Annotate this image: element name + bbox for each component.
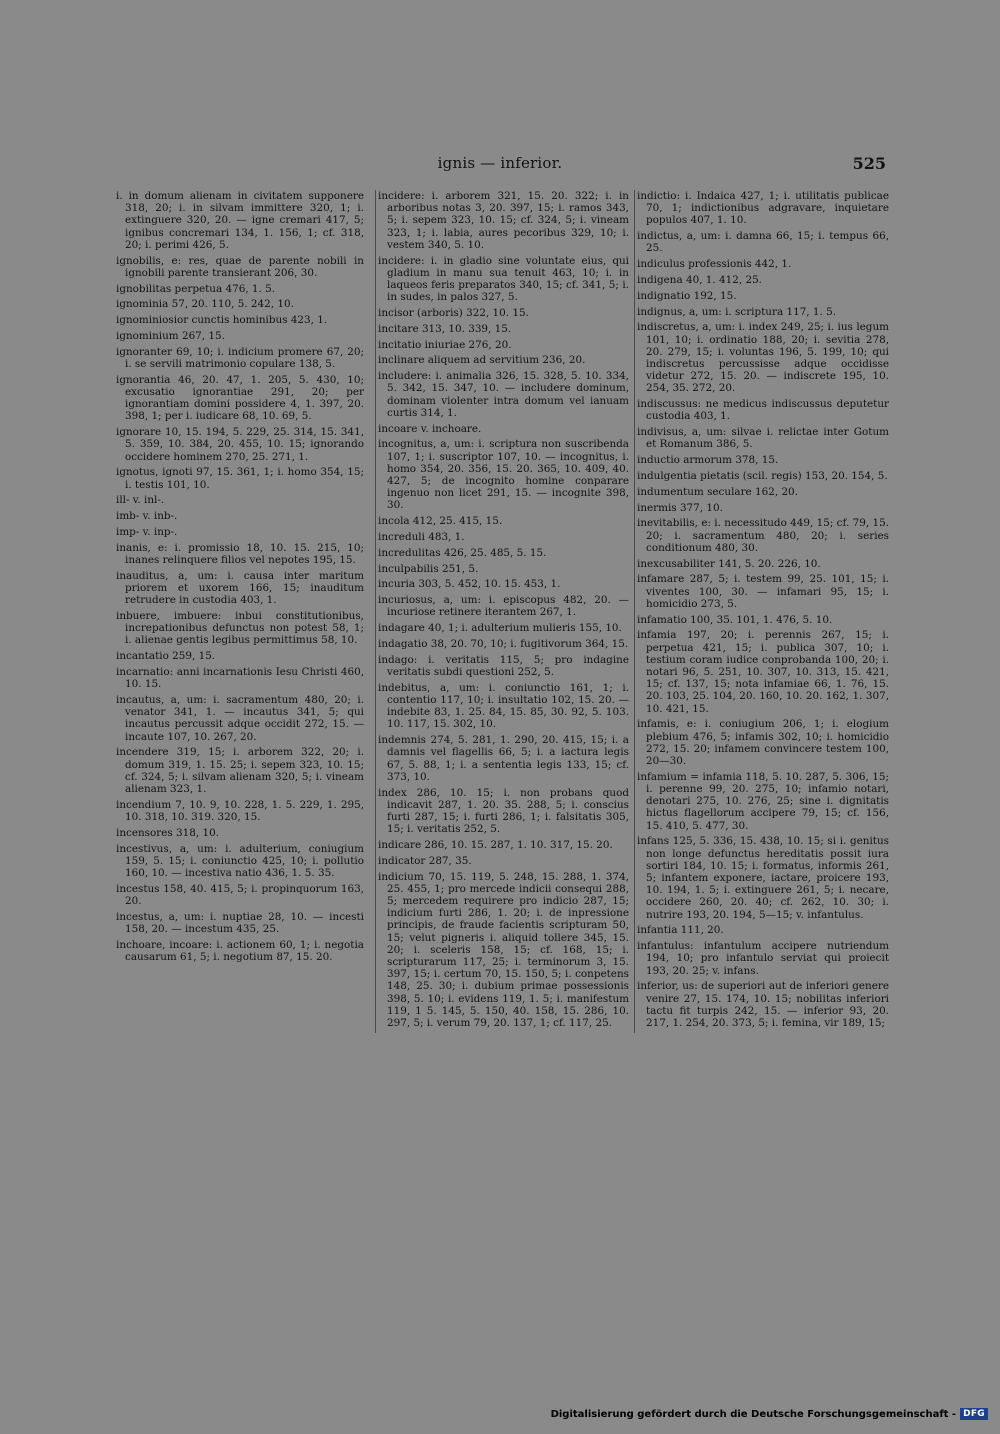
index-entry: indigena 40, 1. 412, 25. [637, 274, 762, 286]
index-entry: incendere 319, 15; i. arborem 322, 20; i. domum 319, 1. 15. 25; i. sepem 323, 10. 15; cf. 324, 5; i. silvam alienam 320, 5; i. vineam alienam 323, 1. [116, 746, 364, 796]
index-entry: indumentum seculare 162, 20. [637, 485, 798, 498]
index-entry: indicium 70, 15. 119, 5. 248, 15. 288, 1. 374, 25. 455, 1; pro mercede indicii consequi 288, 5; mercedem requirere pro indicio 287, 15; indicium furti 286, 1. 20; i. de inpressione principis, de fraude facientis scripturam 50, 15; velut pigneris i. aliquid tollere 345, 15. 20; i. sceleris 158, 15; cf. 168, 15; i. scripturarum 117, 25; i. terminorum 3, 15. 397, 15; i. certum 70, 15. 150, 5; i. conpetens 148, 25. 30; i. dubium primae possessionis 398, 5. 10; i. evidens 119, 1. 5; i. manifestum 119, 1 5. 145, 5. 150, 40. 158, 15. 286, 10. 297, 5; i. verum 79, 20. 137, 1; cf. 117, 25. [378, 870, 629, 1030]
page-number: 525 [852, 154, 886, 173]
index-entry: indagare 40, 1; i. adulterium mulieris 155, 10. [378, 622, 622, 635]
index-entry: indemnis 274, 5. 281, 1. 290, 20. 415, 15; i. a damnis vel flagellis 66, 5; i. a iactura legis 67, 5. 88, 1; i. a sententia legis 133, 15; cf. 373, 10. [378, 734, 629, 783]
index-entry: inermis 377, 10. [637, 501, 723, 514]
index-entry: index 286, 10. 15; i. non probans quod indicavit 287, 1. 20. 35. 288, 5; i. conscius furti 287, 15; i. furti 286, 1; i. falsitatis 305, 15; i. veritatis 252, 5. [378, 786, 629, 836]
dfg-logo: DFG [960, 1408, 988, 1420]
index-entry: infamia 197, 20; i. perennis 267, 15; i. perpetua 421, 15; i. publica 307, 10; i. testium coram iudice conprobanda 100, 20; i. notari 96, 5. 251, 10. 307, 10. 313, 15. 421, 15; cf. 137, 15; nota infamiae 66, 1. 76, 15. 20. 103, 25. 104, 20. 160, 10. 20. 162, 1. 307, 10. 421, 15. [637, 629, 889, 715]
index-entry: ignoranter 69, 10; i. indicium promere 67, 20; i. se servili matrimonio copulare 138, 5. [116, 345, 364, 370]
index-entry: imb- v. inb-. [116, 510, 178, 523]
index-entry: incarnatio: anni incarnationis Iesu Christi 460, 10. 15. [116, 666, 364, 691]
index-entry: incendium 7, 10. 9, 10. 228, 1. 5. 229, 1. 295, 10. 318, 10. 319. 320, 15. [116, 798, 364, 824]
index-entry: indignus, a, um: i. scriptura 117, 1. 5. [637, 305, 837, 318]
index-entry: ignobilis, e: res, quae de parente nobili in ignobili parente transierant 206, 30. [116, 254, 364, 279]
index-entry: incidere: i. in gladio sine voluntate eius, qui gladium in manu sua tenuit 463, 10; i. in laqueos feris preparatos 340, 15; cf. 341, 5; i. in sudes, in palos 327, 5. [378, 254, 629, 304]
index-entry: infamis, e: i. coniugium 206, 1; i. elogium plebium 476, 5; infamis 302, 10; i. homicidio 272, 15. 20; infamem convincere testem 100, 20—30. [637, 718, 889, 768]
index-entry: includere: i. animalia 326, 15. 328, 5. 10. 334, 5. 342, 15. 347, 10. — includere dominum, dominam violenter intra domum vel ianuam curtis 314, 1. [378, 370, 629, 419]
index-entry: indiscretus, a, um: i. index 249, 25; i. ius legum 101, 10; i. ordinatio 188, 20; i. sevitia 278, 20. 279, 15; i. voluntas 196, 5. 199, 10; qui indiscretus percussisse adque occidisse videtur 272, 15. 20. — indiscrete 195, 10. 254, 35. 272, 20. [637, 321, 889, 395]
index-entry: indiscussus: ne medicus indiscussus deputetur custodia 403, 1. [637, 398, 889, 423]
index-entry: infamare 287, 5; i. testem 99, 25. 101, 15; i. viventes 100, 30. — infamari 95, 15; i. homicidio 273, 5. [637, 573, 889, 610]
index-entry: ill- v. inl-. [116, 494, 165, 507]
index-entry: infamium = infamia 118, 5. 10. 287, 5. 306, 15; i. perenne 99, 20. 275, 10; infamio notari, denotari 275, 10. 276, 25; sine i. dignitatis hictus flagellorum accipere 79, 15; cf. 156, 15. 410, 5. 477, 30. [637, 770, 889, 832]
index-entry: incestus 158, 40. 415, 5; i. propinquorum 163, 20. [116, 882, 364, 908]
index-entry: ignominiosior cunctis hominibus 423, 1. [116, 314, 328, 327]
index-entry: inclinare aliquem ad servitium 236, 20. [378, 354, 586, 367]
index-entry: ignominia 57, 20. 110, 5. 242, 10. [116, 298, 294, 311]
index-entry: incantatio 259, 15. [116, 650, 216, 663]
index-entry: incidere: i. arborem 321, 15. 20. 322; i. in arboribus notas 3, 20. 397, 15; i. ramos 343, 5; i. sepem 323, 10. 15; cf. 324, 5; i. vineam 323, 1; i. labia, aures pecoribus 329, 10; i. vestem 340, 5. 10. [378, 190, 629, 251]
index-entry: infantia 111, 20. [637, 924, 724, 937]
index-entry: inanis, e: i. promissio 18, 10. 15. 215, 10; inanes relinquere filios vel nepotes 195, 15. [116, 541, 364, 566]
index-entry: ignotus, ignoti 97, 15. 361, 1; i. homo 354, 15; i. testis 101, 10. [116, 466, 364, 491]
index-entry: indivisus, a, um: silvae i. relictae inter Gotum et Romanum 386, 5. [637, 426, 889, 451]
index-entry: incitatio iniuriae 276, 20. [378, 338, 512, 351]
index-entry: indago: i. veritatis 115, 5; pro indagine veritatis subdi questioni 252, 5. [378, 653, 629, 678]
index-entry: incisor (arboris) 322, 10. 15. [378, 307, 529, 320]
index-entry: indulgentia pietatis (scil. regis) 153, 20. 154, 5. [637, 470, 888, 482]
footer-text: Digitalisierung gefördert durch die Deutsche Forschungsgemeinschaft - [550, 1408, 957, 1420]
index-column-middle [375, 190, 629, 1033]
index-entry: incestus, a, um: i. nuptiae 28, 10. — incesti 158, 20. — incestum 435, 25. [116, 910, 364, 936]
index-entry: indictio: i. Indaica 427, 1; i. utilitatis publicae 70, 1; indictionibus adgravare, inquietare populos 407, 1. 10. [637, 190, 889, 227]
index-entry: indictus, a, um: i. damna 66, 15; i. tempus 66, 25. [637, 230, 889, 255]
index-entry: imp- v. inp-. [116, 526, 178, 538]
index-entry: inevitabilis, e: i. necessitudo 449, 15; cf. 79, 15. 20; i. sacramentum 480, 20; i. series conditionum 480, 30. [637, 517, 889, 554]
index-entry: indignatio 192, 15. [637, 289, 737, 302]
index-entry: inculpabilis 251, 5. [378, 562, 479, 575]
index-entry: inchoare, incoare: i. actionem 60, 1; i. negotia causarum 61, 5; i. negotium 87, 15. 20. [116, 938, 364, 964]
index-entry: indagatio 38, 20. 70, 10; i. fugitivorum 364, 15. [378, 638, 629, 650]
footer-credit [551, 1408, 988, 1420]
index-entry: indebitus, a, um: i. coniunctio 161, 1; i. contentio 117, 10; i. insultatio 102, 15. 20. — indebite 83, 1. 25. 84, 15. 85, 30. 92, 5. 103. 10. 117, 15. 302, 10. [378, 681, 629, 731]
index-entry: incautus, a, um: i. sacramentum 480, 20; i. venator 341, 1. — incautus 341, 5; qui incautus percussit adque occidit 272, 15. — incaute 107, 10. 267, 20. [116, 694, 364, 743]
index-entry: infamatio 100, 35. 101, 1. 476, 5. 10. [637, 613, 833, 626]
index-entry: inferior, us: de superiori aut de inferiori genere venire 27, 15. 174, 10. 15; nobilitas inferiori tactu fit turpis 242, 15. — inferior 93, 20. 217, 1. 254, 20. 373, 5; i. femina, vir 189, 15; [637, 980, 889, 1030]
index-entry: inbuere, imbuere: inbui constitutionibus, increpationibus defunctus non potest 58, 1; i. alienae gentis legibus permittimus 58, 10. [116, 610, 364, 647]
index-entry: incola 412, 25. 415, 15. [378, 515, 503, 528]
index-entry: incognitus, a, um: i. scriptura non suscribenda 107, 1; i. suscriptor 107, 10. — incognitus, i. homo 354, 20. 356, 15. 20. 365, 10. 409, 40. 427, 5; de incognito homine conparare ingenuo non licet 291, 15. — incognite 398, 30. [378, 438, 629, 512]
index-entry: incestivus, a, um: i. adulterium, coniugium 159, 5. 15; i. coniunctio 425, 10; i. pollutio 160, 10. — incestiva natio 436, 1. 5. 35. [116, 842, 364, 880]
index-entry: inexcusabiliter 141, 5. 20. 226, 10. [637, 557, 821, 570]
index-entry: indicare 286, 10. 15. 287, 1. 10. 317, 15. 20. [378, 839, 613, 852]
index-column-right [634, 190, 889, 1033]
index-column-left [116, 190, 364, 967]
page-title: ignis — inferior. [437, 154, 563, 172]
index-entry: indicator 287, 35. [378, 854, 472, 867]
index-entry: infans 125, 5. 336, 15. 438, 10. 15; si i. genitus non longe defunctus hereditatis possit iura sortiri 184, 10. 15; i. formatus, informis 261, 5; infantem exponere, iactare, proicere 193, 10. 194, 1. 5; i. extinguere 261, 5; i. necare, occidere 260, 20. 40; cf. 262, 10. 30; i. nutrire 193, 20. 194, 5—15; v. infantulus. [637, 835, 889, 921]
running-head [0, 154, 1000, 178]
index-entry: inauditus, a, um: i. causa inter maritum priorem et uxorem 166, 15; inauditum retrudere in custodia 403, 1. [116, 569, 364, 607]
index-entry: increduli 483, 1. [378, 531, 465, 544]
index-entry: incitare 313, 10. 339, 15. [378, 322, 512, 335]
index-entry: incuriosus, a, um: i. episcopus 482, 20. — incuriose retinere iterantem 267, 1. [378, 594, 629, 619]
index-entry: incoare v. inchoare. [378, 422, 482, 435]
index-entry: infantulus: infantulum accipere nutriendum 194, 10; pro infantulo serviat qui proiecit 193, 20. 25; v. infans. [637, 940, 889, 977]
index-entry: ignorantia 46, 20. 47, 1. 205, 5. 430, 10; excusatio ignorantiae 291, 20; per ignorantiam domini possidere 4, 1. 397, 20. 398, 1; per i. iudicare 68, 10. 69, 5. [116, 373, 364, 423]
index-entry: ignorare 10, 15. 194, 5. 229, 25. 314, 15. 341, 5. 359, 10. 384, 20. 455, 10. 15; ignorando occidere hominem 270, 25. 271, 1. [116, 426, 364, 463]
index-entry: indiculus professionis 442, 1. [637, 258, 792, 271]
index-entry: incuria 303, 5. 452, 10. 15. 453, 1. [378, 578, 561, 591]
index-entry: i. in domum alienam in civitatem supponere 318, 20; i. in silvam immittere 320, 1; i. extinguere 320, 20. — igne cremari 417, 5; ignibus concremari 134, 1. 156, 1; cf. 318, 20; i. perimi 426, 5. [116, 190, 364, 251]
index-entry: inductio armorum 378, 15. [637, 454, 779, 467]
index-entry: ignominium 267, 15. [116, 330, 225, 342]
index-entry: incensores 318, 10. [116, 826, 219, 839]
index-entry: incredulitas 426, 25. 485, 5. 15. [378, 546, 547, 559]
index-entry: ignobilitas perpetua 476, 1. 5. [116, 282, 276, 295]
